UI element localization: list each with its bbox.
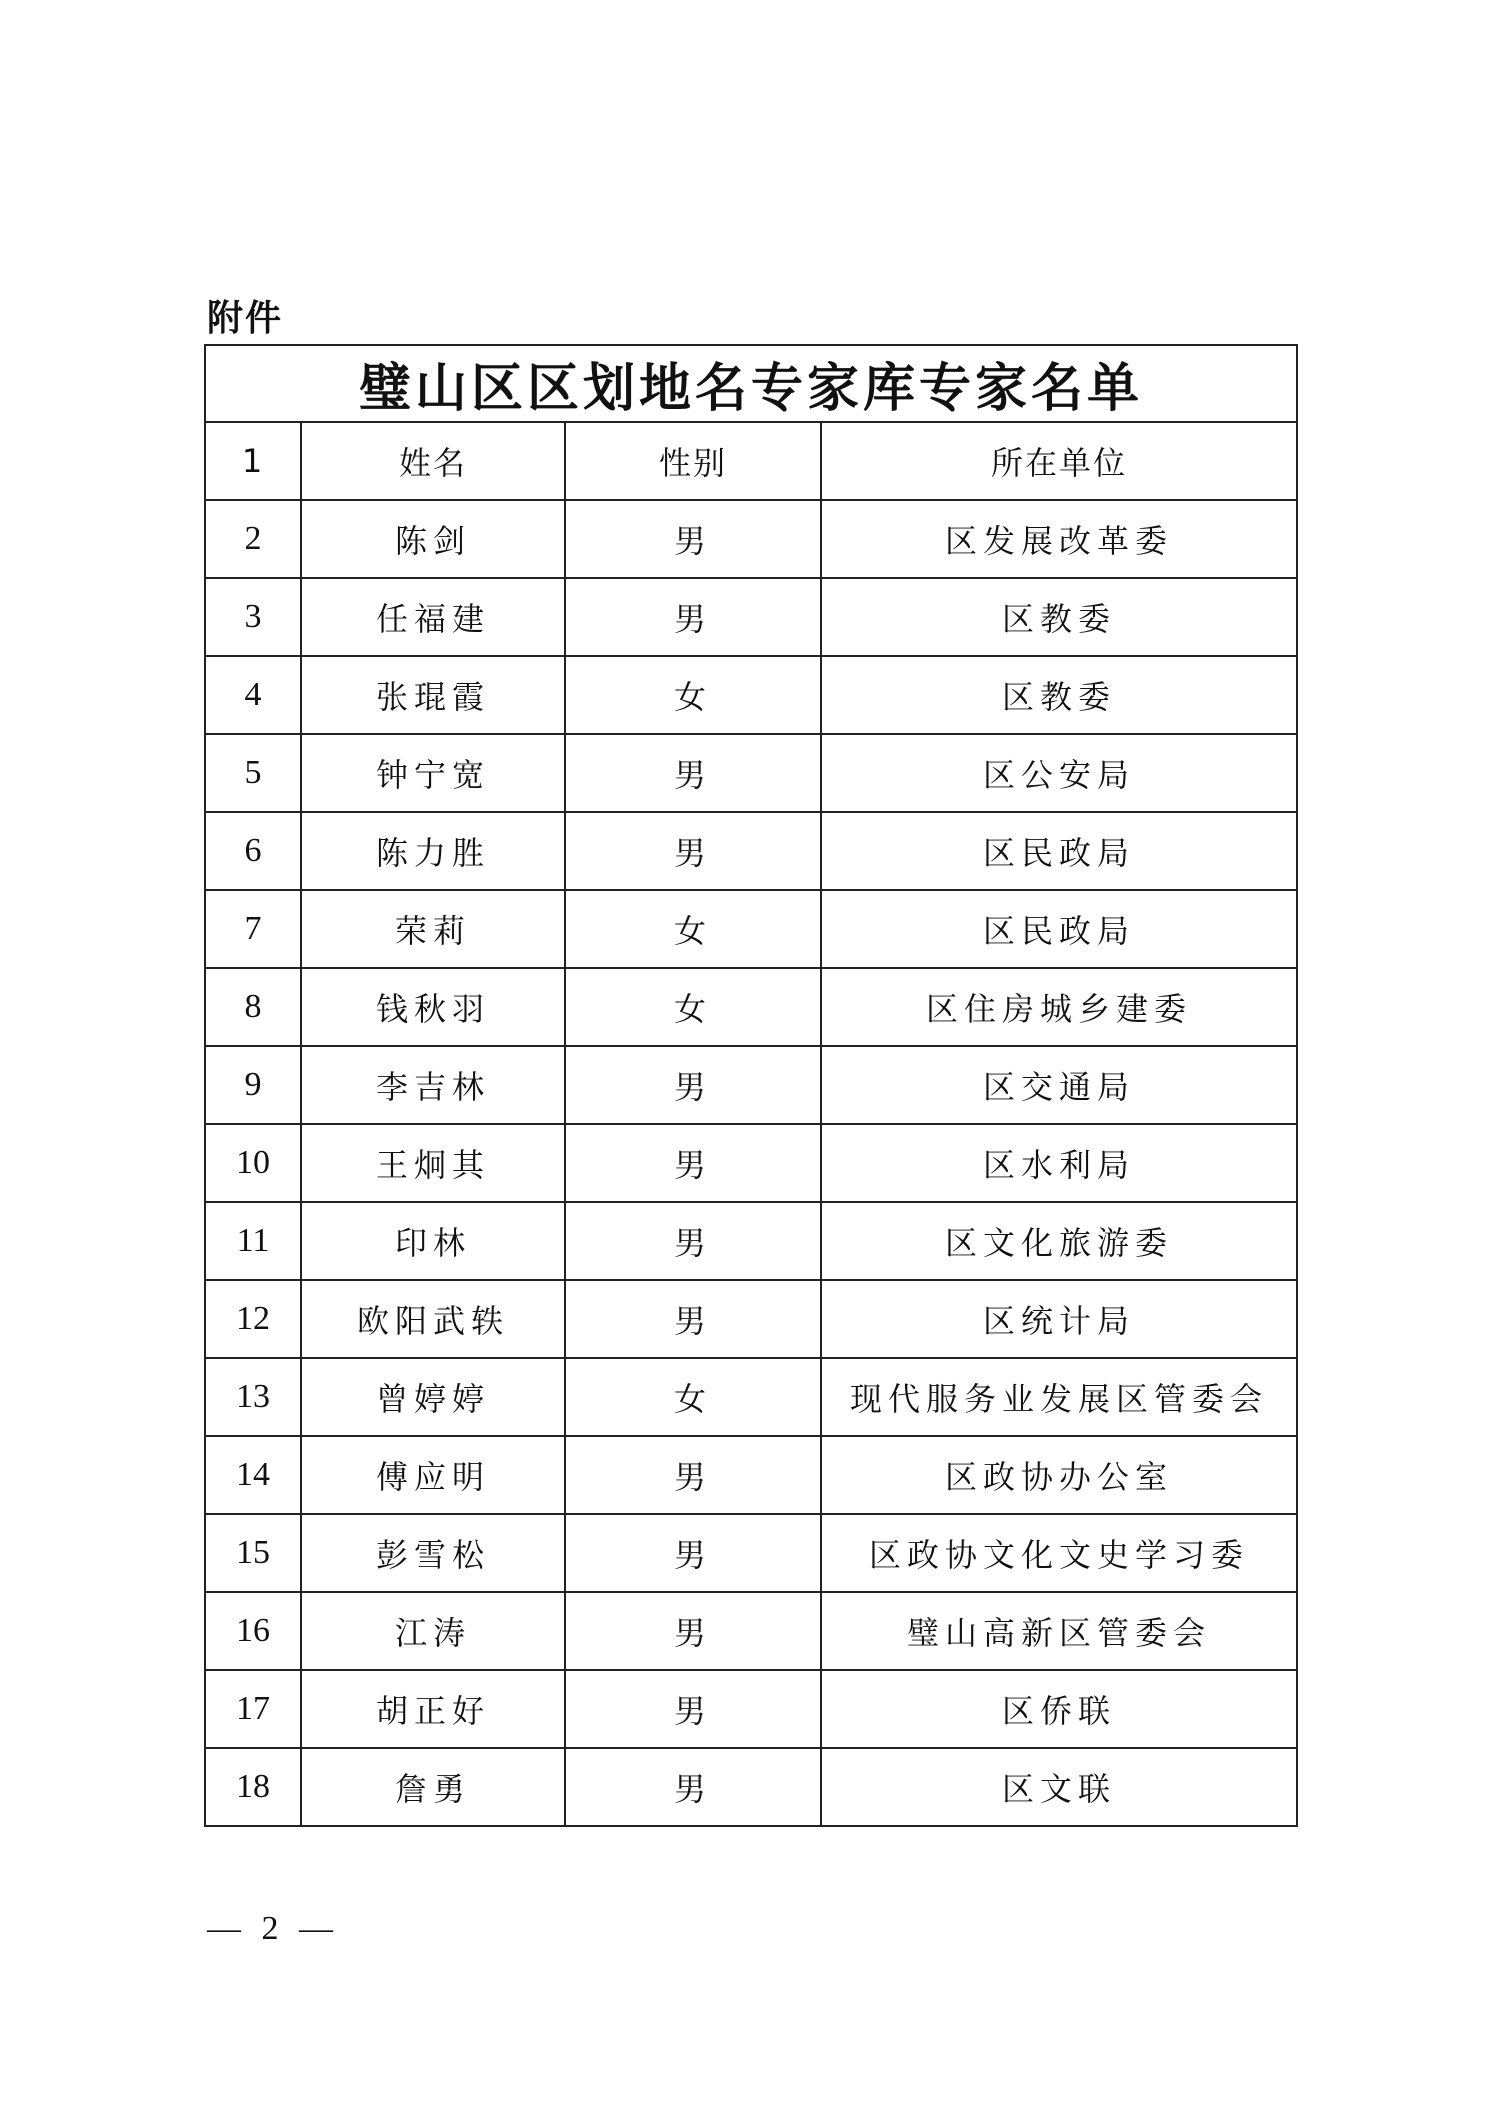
row-index: 11 — [205, 1202, 301, 1280]
row-name: 印林 — [301, 1202, 565, 1280]
table-row — [205, 1202, 1297, 1280]
row-index: 14 — [205, 1436, 301, 1514]
row-index: 9 — [205, 1046, 301, 1124]
row-gender: 女 — [565, 1358, 821, 1436]
row-name: 钱秋羽 — [301, 968, 565, 1046]
table-row — [205, 1046, 1297, 1124]
row-gender: 男 — [565, 578, 821, 656]
row-unit: 区公安局 — [821, 734, 1297, 812]
row-name: 荣莉 — [301, 890, 565, 968]
row-name: 李吉林 — [301, 1046, 565, 1124]
row-unit: 区政协办公室 — [821, 1436, 1297, 1514]
row-index: 12 — [205, 1280, 301, 1358]
row-gender: 男 — [565, 1514, 821, 1592]
table-title: 璧山区区划地名专家库专家名单 — [205, 345, 1297, 422]
row-unit: 区侨联 — [821, 1670, 1297, 1748]
row-gender: 女 — [565, 890, 821, 968]
row-name: 张琨霞 — [301, 656, 565, 734]
row-unit: 现代服务业发展区管委会 — [821, 1358, 1297, 1436]
row-index: 3 — [205, 578, 301, 656]
row-index: 4 — [205, 656, 301, 734]
row-unit: 区教委 — [821, 578, 1297, 656]
table-row — [205, 656, 1297, 734]
row-gender: 男 — [565, 1280, 821, 1358]
row-gender: 男 — [565, 812, 821, 890]
row-index: 7 — [205, 890, 301, 968]
row-index: 16 — [205, 1592, 301, 1670]
row-unit: 区民政局 — [821, 812, 1297, 890]
row-index: 2 — [205, 500, 301, 578]
row-unit: 区教委 — [821, 656, 1297, 734]
page-number: — 2 — — [207, 1910, 339, 1947]
row-unit: 区政协文化文史学习委 — [821, 1514, 1297, 1592]
row-gender: 男 — [565, 1046, 821, 1124]
header-gender: 性别 — [565, 422, 821, 500]
header-name: 姓名 — [301, 422, 565, 500]
row-index: 13 — [205, 1358, 301, 1436]
row-name: 傅应明 — [301, 1436, 565, 1514]
row-name: 王炯其 — [301, 1124, 565, 1202]
row-name: 欧阳武轶 — [301, 1280, 565, 1358]
row-unit: 区发展改革委 — [821, 500, 1297, 578]
row-gender: 男 — [565, 1670, 821, 1748]
table-row — [205, 812, 1297, 890]
row-unit: 区统计局 — [821, 1280, 1297, 1358]
table-row — [205, 1592, 1297, 1670]
row-gender: 男 — [565, 734, 821, 812]
row-index: 17 — [205, 1670, 301, 1748]
table-row — [205, 890, 1297, 968]
row-name: 陈剑 — [301, 500, 565, 578]
row-index: 6 — [205, 812, 301, 890]
row-name: 钟宁宽 — [301, 734, 565, 812]
row-unit: 区民政局 — [821, 890, 1297, 968]
row-gender: 男 — [565, 1124, 821, 1202]
table-row — [205, 1514, 1297, 1592]
row-name: 任福建 — [301, 578, 565, 656]
table-row — [205, 500, 1297, 578]
table-header-row — [205, 422, 1297, 500]
table-title-row — [205, 345, 1297, 422]
expert-table — [204, 344, 1298, 1827]
table-row — [205, 1670, 1297, 1748]
row-gender: 男 — [565, 500, 821, 578]
header-unit: 所在单位 — [821, 422, 1297, 500]
row-unit: 区住房城乡建委 — [821, 968, 1297, 1046]
row-gender: 女 — [565, 968, 821, 1046]
table-row — [205, 1748, 1297, 1826]
table-row — [205, 1280, 1297, 1358]
row-index: 5 — [205, 734, 301, 812]
row-unit: 区水利局 — [821, 1124, 1297, 1202]
row-gender: 男 — [565, 1436, 821, 1514]
attachment-label: 附件 — [207, 298, 284, 339]
table-row — [205, 734, 1297, 812]
table-row — [205, 578, 1297, 656]
row-unit: 璧山高新区管委会 — [821, 1592, 1297, 1670]
row-index: 8 — [205, 968, 301, 1046]
row-gender: 女 — [565, 656, 821, 734]
row-name: 江涛 — [301, 1592, 565, 1670]
row-gender: 男 — [565, 1748, 821, 1826]
row-name: 陈力胜 — [301, 812, 565, 890]
row-name: 詹勇 — [301, 1748, 565, 1826]
row-index: 18 — [205, 1748, 301, 1826]
row-gender: 男 — [565, 1202, 821, 1280]
header-index: 1 — [205, 422, 301, 500]
row-index: 15 — [205, 1514, 301, 1592]
row-name: 彭雪松 — [301, 1514, 565, 1592]
row-gender: 男 — [565, 1592, 821, 1670]
row-unit: 区交通局 — [821, 1046, 1297, 1124]
table-row — [205, 968, 1297, 1046]
row-name: 曾婷婷 — [301, 1358, 565, 1436]
table-row — [205, 1124, 1297, 1202]
row-index: 10 — [205, 1124, 301, 1202]
row-unit: 区文化旅游委 — [821, 1202, 1297, 1280]
table-row — [205, 1436, 1297, 1514]
row-unit: 区文联 — [821, 1748, 1297, 1826]
table-row — [205, 1358, 1297, 1436]
row-name: 胡正好 — [301, 1670, 565, 1748]
